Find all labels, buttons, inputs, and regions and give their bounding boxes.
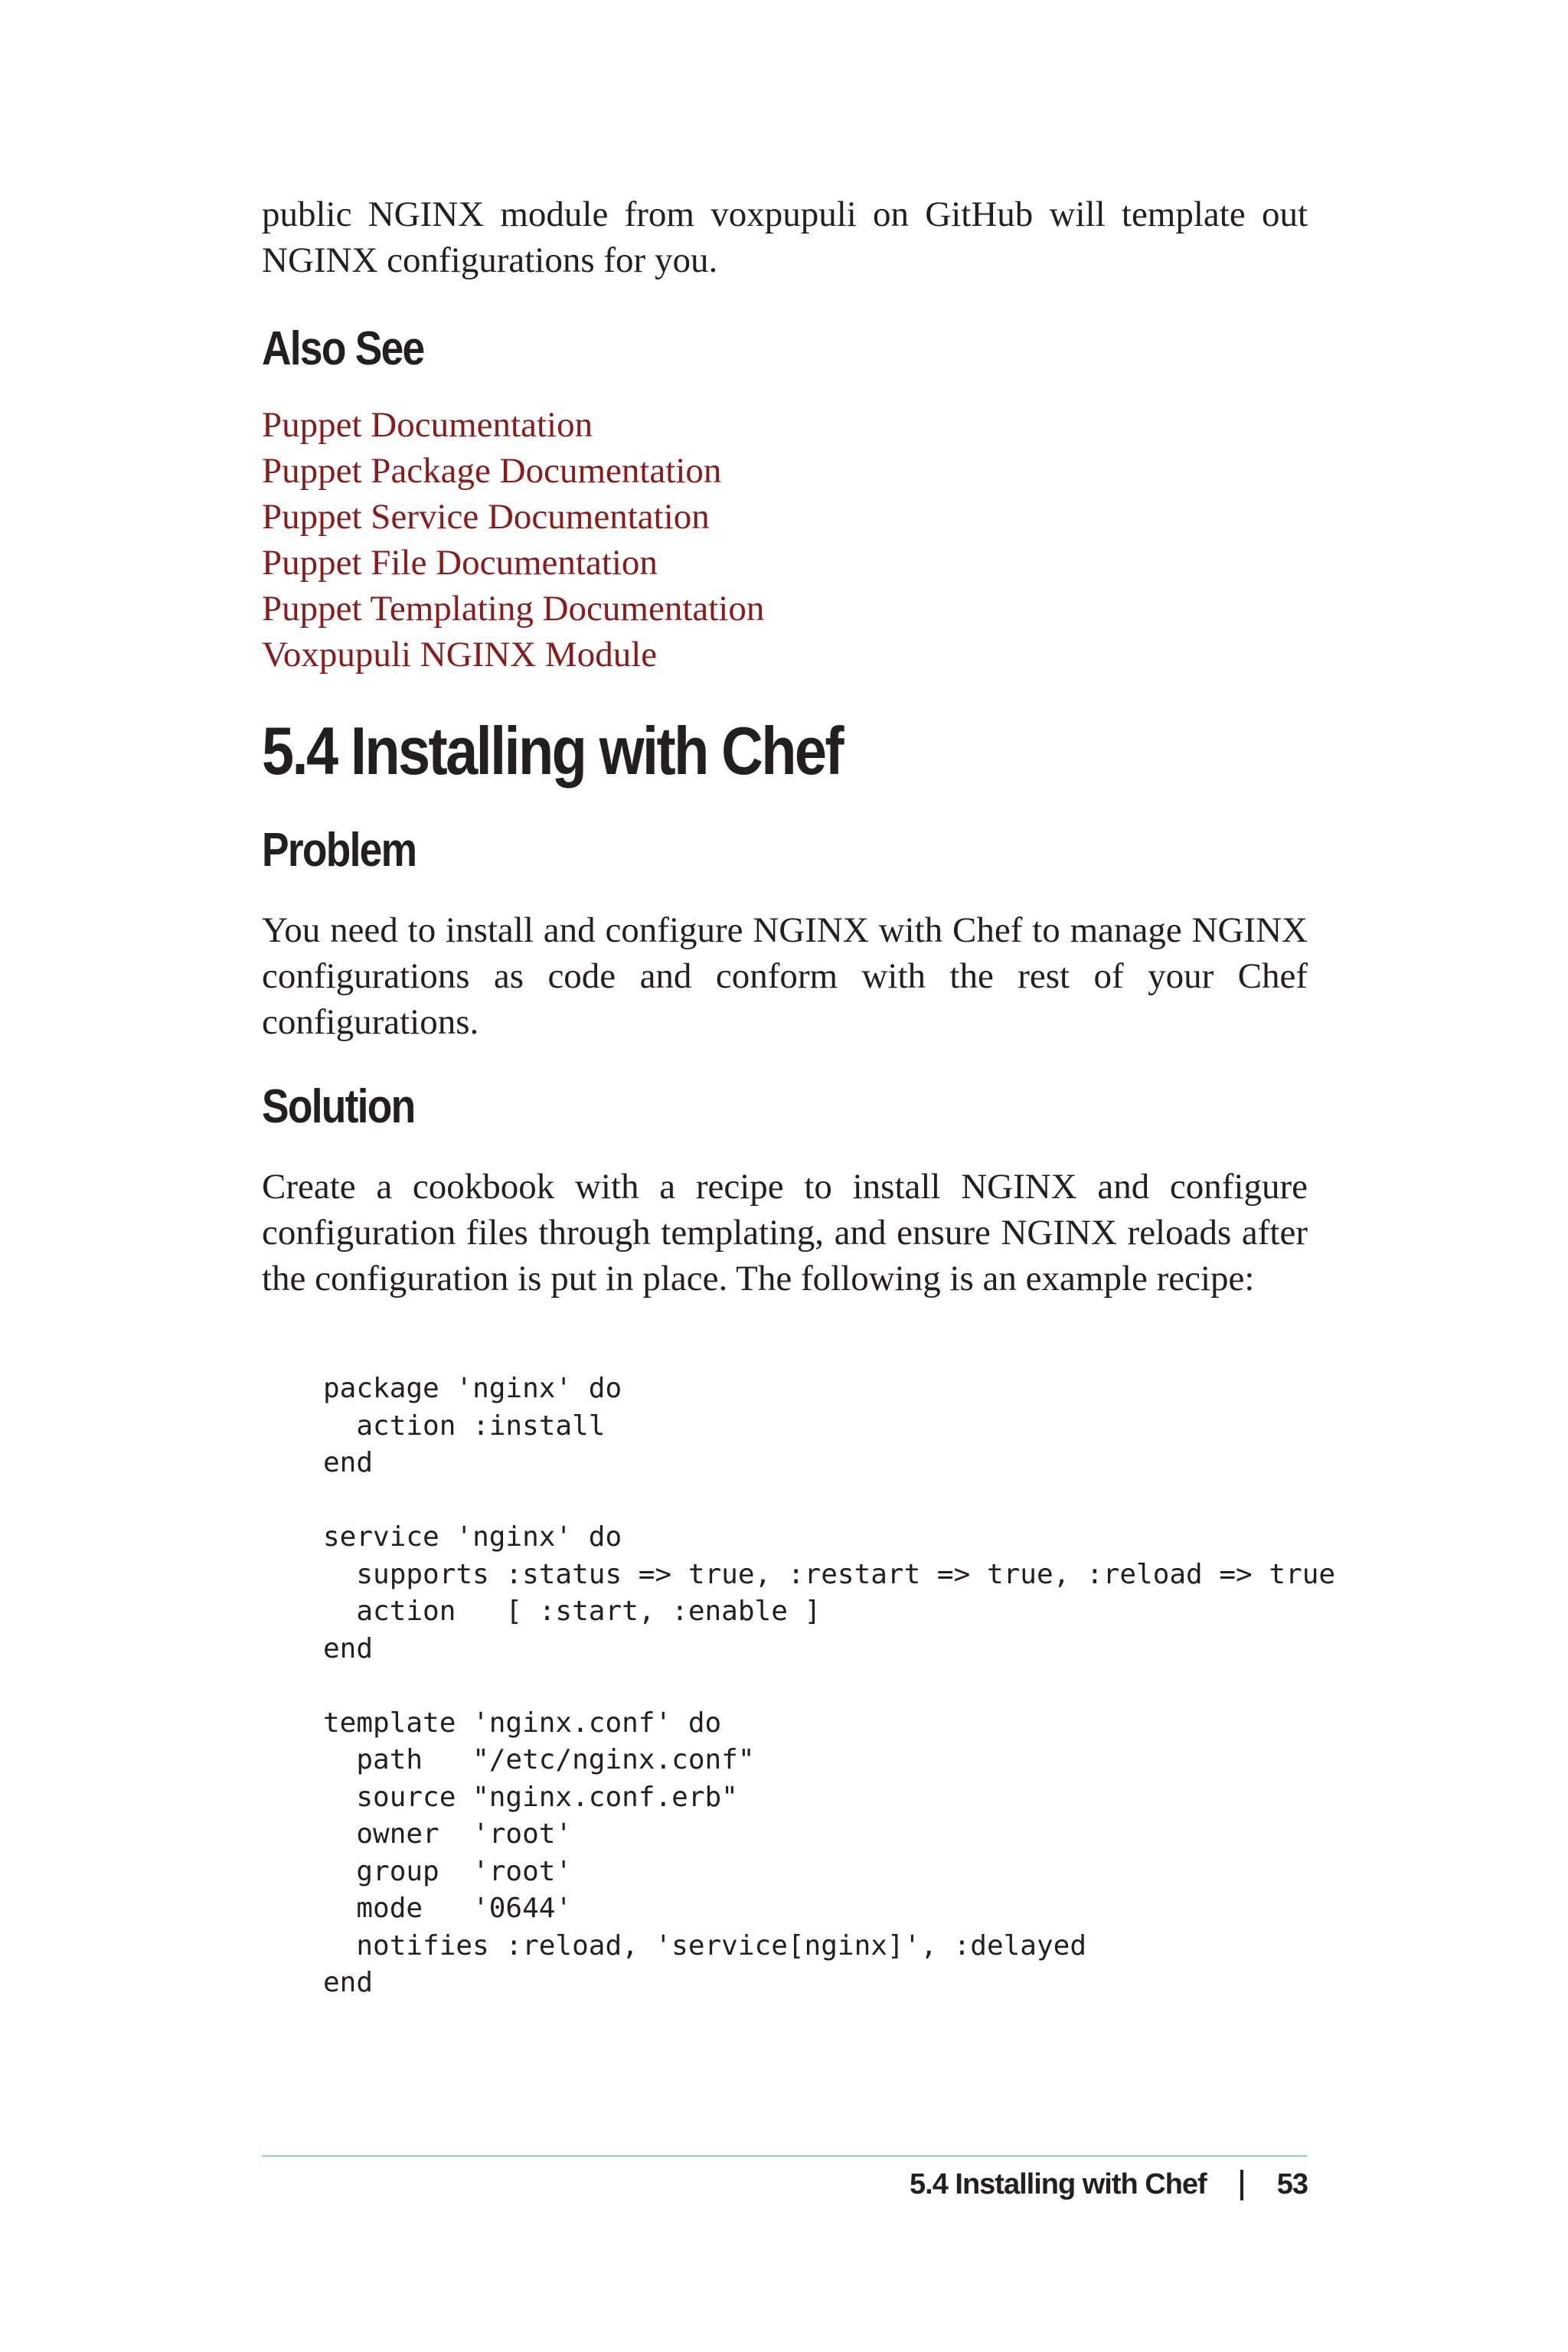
problem-paragraph: You need to install and configure NGINX with Chef to manage NGINX configurations as code and conform with the rest of your Chef configurations. xyxy=(262,910,1308,1042)
also-see-link[interactable]: Puppet File Documentation xyxy=(262,543,658,583)
problem-heading-wrap xyxy=(262,823,1308,877)
also-see-heading-wrap xyxy=(262,322,1308,376)
footer-rule xyxy=(262,2155,1308,2157)
also-see-link[interactable]: Puppet Templating Documentation xyxy=(262,589,765,629)
solution-block xyxy=(262,1164,1308,1302)
intro-block xyxy=(262,191,1308,283)
problem-block xyxy=(262,907,1308,1045)
section-title-wrap xyxy=(262,712,1308,790)
code-line: group 'root' xyxy=(323,1855,573,1887)
also-see-link[interactable]: Puppet Service Documentation xyxy=(262,497,710,537)
page-footer xyxy=(910,2168,1308,2201)
intro-paragraph: public NGINX module from voxpupuli on GitHub will template out NGINX configurations for you. xyxy=(262,194,1308,280)
code-line: package 'nginx' do xyxy=(323,1373,622,1404)
code-line: action [ :start, :enable ] xyxy=(323,1596,822,1627)
page-number: 53 xyxy=(1276,2168,1308,2200)
code-line: end xyxy=(323,1632,374,1664)
solution-heading: Solution xyxy=(262,1080,415,1133)
solution-heading-wrap xyxy=(262,1080,1308,1134)
also-see-heading: Also See xyxy=(262,322,424,375)
solution-paragraph: Create a cookbook with a recipe to install NGINX and configure configuration files through templating, and ensure NGINX reloads after the configuration is put in place. The following is an example recipe: xyxy=(262,1167,1308,1298)
code-line: mode '0644' xyxy=(323,1893,573,1924)
link-list xyxy=(262,402,1308,678)
code-line: end xyxy=(323,1967,374,1998)
also-see-link[interactable]: Puppet Documentation xyxy=(262,405,593,445)
code-line: template 'nginx.conf' do xyxy=(323,1707,722,1739)
also-see-link[interactable]: Voxpupuli NGINX Module xyxy=(262,635,658,675)
code-line: path "/etc/nginx.conf" xyxy=(323,1744,755,1775)
code-line: action :install xyxy=(323,1410,606,1442)
code-line: end xyxy=(323,1447,374,1478)
footer-separator xyxy=(1240,2170,1243,2200)
section-title: 5.4 Installing with Chef xyxy=(262,713,843,789)
code-line xyxy=(323,1482,1335,1520)
code-line: owner 'root' xyxy=(323,1818,573,1850)
code-line: service 'nginx' do xyxy=(323,1521,622,1553)
code-line: source "nginx.conf.erb" xyxy=(323,1781,738,1813)
code-line: notifies :reload, 'service[nginx]', :delayed xyxy=(323,1929,1086,1962)
footer-section-label: 5.4 Installing with Chef xyxy=(910,2168,1207,2200)
code-line: supports :status => true, :restart => true, :reload => true xyxy=(323,1558,1336,1590)
also-see-link[interactable]: Puppet Package Documentation xyxy=(262,451,722,491)
problem-heading: Problem xyxy=(262,824,416,877)
code-line xyxy=(323,1668,1335,1705)
code-block xyxy=(323,1370,1335,2002)
also-see-links xyxy=(262,402,1308,678)
